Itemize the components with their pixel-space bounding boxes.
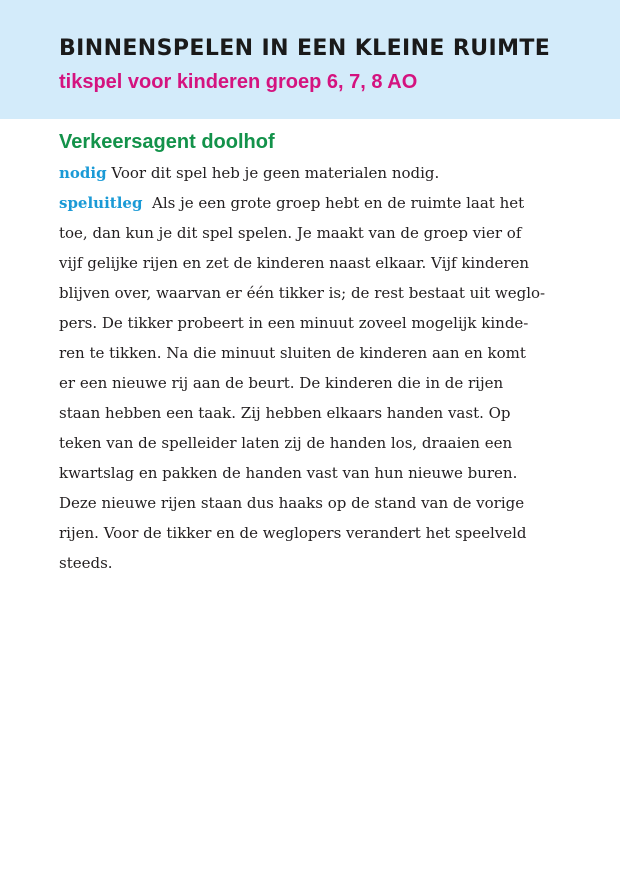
nodig-text: Voor dit spel heb je geen materialen nodig. <box>111 164 440 182</box>
speluitleg-line <box>59 188 559 218</box>
text-line: steeds. <box>59 554 113 572</box>
game-title: Verkeersagent doolhof <box>59 131 275 153</box>
text-line: pers. De tikker probeert in een minuut zoveel mogelijk kinde- <box>59 314 529 332</box>
text-line: teken van de spelleider laten zij de handen los, draaien een <box>59 434 513 452</box>
page-title: BINNENSPELEN IN EEN KLEINE RUIMTE <box>59 36 551 61</box>
text-line: er een nieuwe rij aan de beurt. De kinderen die in de rijen <box>59 374 504 392</box>
nodig-label: nodig <box>59 164 107 182</box>
text-line: toe, dan kun je dit spel spelen. Je maakt van de groep vier of <box>59 224 522 242</box>
header-band <box>0 0 620 119</box>
text-line: vijf gelijke rijen en zet de kinderen naast elkaar. Vijf kinderen <box>59 254 530 272</box>
text-line: staan hebben een taak. Zij hebben elkaars handen vast. Op <box>59 404 511 422</box>
text-line: Als je een grote groep hebt en de ruimte laat het <box>151 194 525 212</box>
game-description <box>59 158 559 578</box>
text-line: Deze nieuwe rijen staan dus haaks op de stand van de vorige <box>59 494 525 512</box>
text-line: rijen. Voor de tikker en de weglopers verandert het speelveld <box>59 524 527 542</box>
text-line: blijven over, waarvan er één tikker is; de rest bestaat uit weglo- <box>59 284 546 302</box>
page-subtitle: tikspel voor kinderen groep 6, 7, 8 AO <box>59 71 418 93</box>
text-line: kwartslag en pakken de handen vast van hun nieuwe buren. <box>59 464 518 482</box>
nodig-line <box>59 158 559 188</box>
speluitleg-label: speluitleg <box>59 194 143 212</box>
text-line: ren te tikken. Na die minuut sluiten de kinderen aan en komt <box>59 344 526 362</box>
